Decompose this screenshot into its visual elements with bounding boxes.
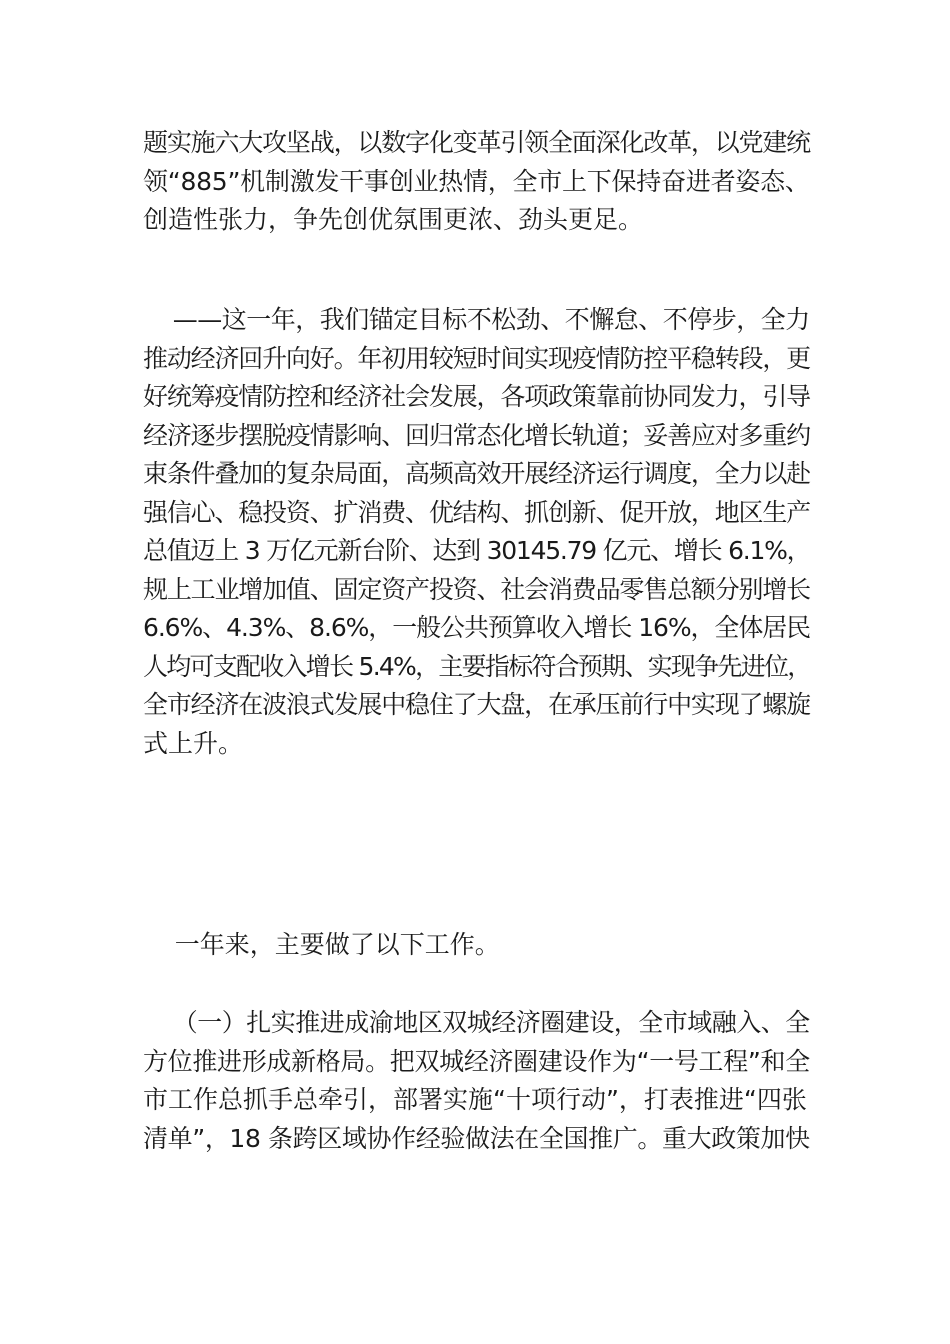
paragraph-1: [143, 124, 810, 240]
text-line: ——这一年，我们锚定目标不松劲、不懈怠、不停步，全力: [143, 305, 810, 334]
text-line: 6.6%、4.3%、8.6%，一般公共预算收入增长 16%，全体居民: [143, 613, 811, 642]
text-line: 总值迈上 3 万亿元新台阶、达到 30145.79 亿元、增长 6.1%，: [143, 536, 811, 565]
text-line: 推动经济回升向好。年初用较短时间实现疫情防控平稳转段，更: [143, 343, 811, 373]
text-line: 好统筹疫情防控和经济社会发展，各项政策靠前协同发力，引导: [143, 382, 811, 411]
text-line: （一）扎实推进成渝地区双城经济圈建设，全市域融入、全: [143, 1008, 810, 1037]
text-line: 束条件叠加的复杂局面，高频高效开展经济运行调度，全力以赴: [143, 459, 811, 488]
text-line: 规上工业增加值、固定资产投资、社会消费品零售总额分别增长: [143, 574, 811, 604]
paragraph-2: [143, 301, 810, 763]
text-line: 方位推进形成新格局。把双城经济圈建设作为“一号工程”和全: [143, 1046, 810, 1076]
text-line: 经济逐步摆脱疫情影响、回归常态化增长轨道；妥善应对多重约: [143, 420, 811, 450]
text-line: 领“885”机制激发干事创业热情，全市上下保持奋进者姿态、: [143, 166, 810, 196]
text-line: 人均可支配收入增长 5.4%，主要指标符合预期、实现争先进位，: [143, 651, 811, 681]
text-line: 清单”，18 条跨区域协作经验做法在全国推广。重大政策加快: [143, 1123, 810, 1153]
text-line: 强信心、稳投资、扩消费、优结构、抓创新、促开放，地区生产: [143, 497, 811, 527]
text-line: 全市经济在波浪式发展中稳住了大盘，在承压前行中实现了螺旋: [143, 690, 811, 719]
text-line: 市工作总抓手总牵引，部署实施“十项行动”，打表推进“四张: [143, 1085, 807, 1114]
paragraph-3: [143, 926, 810, 965]
text-line: 创造性张力，争先创优氛围更浓、劲头更足。: [143, 205, 644, 234]
text-line: 式上升。: [143, 728, 244, 758]
text-line: 一年来，主要做了以下工作。: [143, 930, 500, 959]
text-line: 题实施六大攻坚战，以数字化变革引领全面深化改革，以党建统: [143, 128, 811, 157]
paragraph-4: [143, 1004, 810, 1158]
